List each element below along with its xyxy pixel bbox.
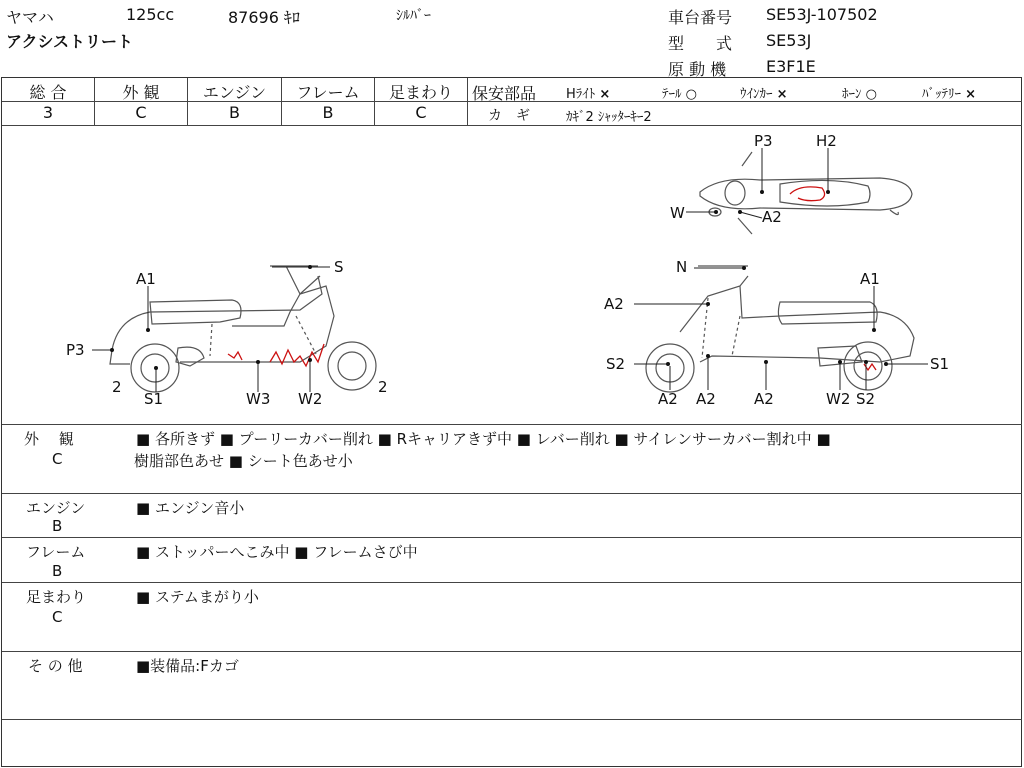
safety-item-battery: ﾊﾞｯﾃﾘｰ × bbox=[922, 87, 977, 102]
type-value: SE53J bbox=[766, 31, 812, 50]
diag-label: S bbox=[334, 258, 344, 276]
safety-item-winker: ｳｲﾝｶｰ × bbox=[740, 87, 788, 102]
diag-label: A2 bbox=[754, 390, 774, 408]
engine-value: E3F1E bbox=[766, 57, 816, 76]
detail-other-label: そ の 他 bbox=[28, 657, 83, 675]
safety-item-headlight: Hﾗｲﾄ × bbox=[566, 87, 611, 102]
diag-label: H2 bbox=[816, 132, 837, 150]
safety-label: 保安部品 bbox=[472, 84, 537, 103]
detail-suspension-text: ■ ステムまがり小 bbox=[136, 588, 259, 606]
safety-item-horn: ﾎｰﾝ ○ bbox=[842, 87, 877, 102]
diag-label: A2 bbox=[696, 390, 716, 408]
diag-label: 2 bbox=[378, 378, 388, 396]
type-label: 型 式 bbox=[668, 34, 733, 53]
damage-diagram bbox=[0, 126, 1024, 424]
grade-total-label: 総 合 bbox=[29, 83, 67, 102]
diag-label: S1 bbox=[930, 355, 950, 373]
detail-frame-text: ■ ストッパーへこみ中 ■ フレームさび中 bbox=[136, 543, 418, 561]
leader-lines bbox=[92, 148, 928, 392]
mileage: 87696 ｷﾛ bbox=[228, 8, 300, 27]
displacement: 125cc bbox=[126, 5, 175, 24]
grade-total-value: 3 bbox=[42, 103, 54, 122]
divider bbox=[2, 537, 1022, 538]
frame-no-label: 車台番号 bbox=[668, 8, 733, 27]
divider bbox=[2, 424, 1022, 425]
grade-suspension-value: C bbox=[415, 103, 427, 122]
detail-engine-text: ■ エンジン音小 bbox=[136, 499, 245, 517]
diag-label: A1 bbox=[136, 270, 156, 288]
safety-item-tail: ﾃｰﾙ ○ bbox=[662, 87, 697, 102]
maker: ヤマハ bbox=[6, 8, 54, 27]
grade-exterior-label: 外 観 bbox=[122, 83, 160, 102]
detail-exterior-text-2: 樹脂部色あせ ■ シート色あせ小 bbox=[134, 452, 353, 470]
color: ｼﾙﾊﾞｰ bbox=[396, 8, 431, 24]
diag-label: 2 bbox=[112, 378, 122, 396]
diag-label: W bbox=[670, 204, 685, 222]
detail-exterior-label: 外 観 bbox=[24, 430, 74, 448]
diag-label: N bbox=[676, 258, 688, 276]
scooter-top-view bbox=[700, 152, 912, 234]
key-label: カ ギ bbox=[488, 108, 530, 124]
grade-engine-value: B bbox=[229, 103, 240, 122]
grade-suspension-label: 足まわり bbox=[388, 83, 453, 102]
diag-label: S2 bbox=[856, 390, 876, 408]
frame-no: SE53J-107502 bbox=[766, 5, 878, 24]
key-value: ｶｷﾞ2 ｼｬｯﾀｰｷｰ2 bbox=[566, 110, 652, 125]
engine-label: 原 動 機 bbox=[668, 60, 727, 79]
diag-label: W2 bbox=[298, 390, 323, 408]
grade-exterior-value: C bbox=[135, 103, 147, 122]
divider bbox=[2, 582, 1022, 583]
detail-other-text: ■装備品:Fカゴ bbox=[136, 657, 239, 675]
grade-frame-value: B bbox=[322, 103, 334, 122]
diag-label: A1 bbox=[860, 270, 880, 288]
diag-label: A2 bbox=[604, 295, 624, 313]
diag-label: S2 bbox=[606, 355, 626, 373]
divider bbox=[467, 78, 468, 125]
grade-frame-label: フレーム bbox=[296, 83, 360, 102]
diag-label: A2 bbox=[658, 390, 678, 408]
detail-exterior-text: ■ 各所きず ■ プーリーカバー削れ ■ Rキャリアきず中 ■ レバー削れ ■ サイレンサーカバー割れ中 ■ bbox=[136, 430, 831, 448]
detail-suspension-label: 足まわり bbox=[26, 588, 87, 606]
diag-label: W3 bbox=[246, 390, 271, 408]
diag-label: P3 bbox=[66, 341, 85, 359]
detail-suspension-grade: C bbox=[52, 608, 63, 626]
divider bbox=[2, 493, 1022, 494]
diag-label: P3 bbox=[754, 132, 773, 150]
diag-label: S1 bbox=[144, 390, 164, 408]
detail-frame-grade: B bbox=[52, 562, 63, 580]
model-name: アクシストリート bbox=[6, 32, 134, 51]
diag-label: A2 bbox=[762, 208, 782, 226]
detail-engine-grade: B bbox=[52, 517, 63, 535]
divider bbox=[2, 651, 1022, 652]
detail-frame-label: フレーム bbox=[26, 543, 86, 561]
divider bbox=[2, 719, 1022, 720]
grade-engine-label: エンジン bbox=[202, 83, 267, 102]
detail-engine-label: エンジン bbox=[26, 499, 86, 517]
diag-label: W2 bbox=[826, 390, 851, 408]
detail-exterior-grade: C bbox=[52, 450, 63, 468]
